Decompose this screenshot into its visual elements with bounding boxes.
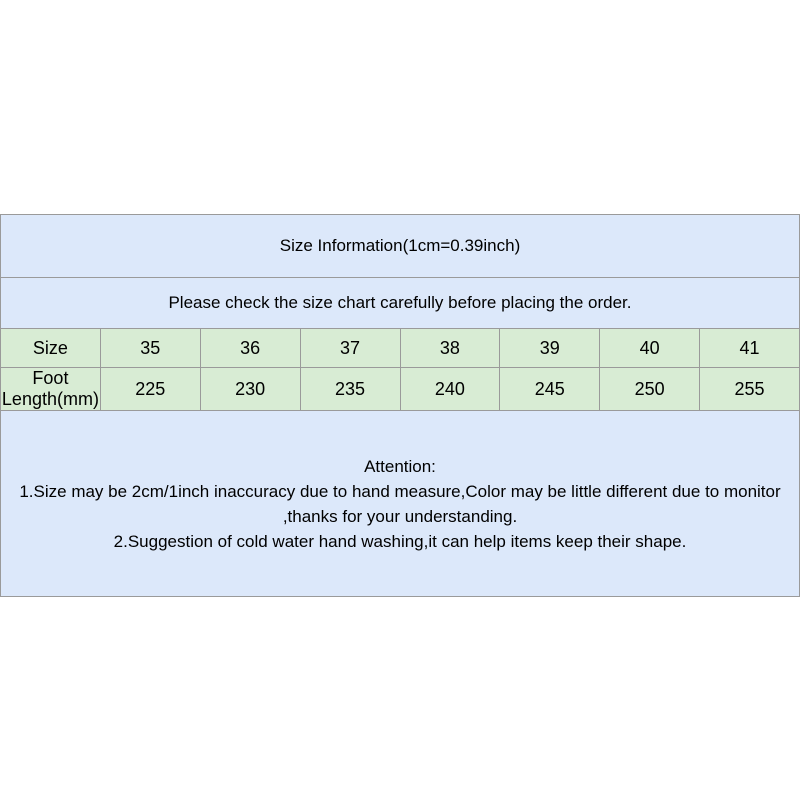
row-header-foot-length: Foot Length(mm) [1, 368, 99, 409]
cell-foot-length-35: 225 [100, 368, 200, 411]
attention-heading: Attention: [364, 456, 436, 476]
cell-foot-length-41: 255 [700, 368, 800, 411]
attention-block [1, 411, 800, 597]
page-title: Size Information(1cm=0.39inch) [1, 215, 800, 278]
attention-line-1: 1.Size may be 2cm/1inch inaccuracy due to hand measure,Color may be little different due to monitor [19, 481, 781, 501]
subtitle-note: Please check the size chart carefully before placing the order. [1, 278, 800, 329]
attention-line-3: 2.Suggestion of cold water hand washing,it can help items keep their shape. [113, 531, 687, 551]
cell-size-41: 41 [700, 329, 800, 368]
cell-foot-length-37: 235 [300, 368, 400, 411]
cell-size-39: 39 [500, 329, 600, 368]
cell-foot-length-38: 240 [400, 368, 500, 411]
cell-foot-length-40: 250 [600, 368, 700, 411]
cell-foot-length-36: 230 [200, 368, 300, 411]
cell-size-37: 37 [300, 329, 400, 368]
table-row-subtitle [1, 278, 800, 329]
attention-line-2: ,thanks for your understanding. [282, 506, 518, 526]
cell-size-40: 40 [600, 329, 700, 368]
cell-size-35: 35 [100, 329, 200, 368]
table-row-foot-length [1, 368, 800, 411]
table-row-size [1, 329, 800, 368]
size-chart-container [0, 214, 800, 597]
row-header-size: Size [1, 329, 101, 368]
table-row-attention [1, 411, 800, 597]
cell-foot-length-39: 245 [500, 368, 600, 411]
cell-size-36: 36 [200, 329, 300, 368]
size-information-table [0, 214, 800, 597]
cell-size-38: 38 [400, 329, 500, 368]
table-row-title [1, 215, 800, 278]
